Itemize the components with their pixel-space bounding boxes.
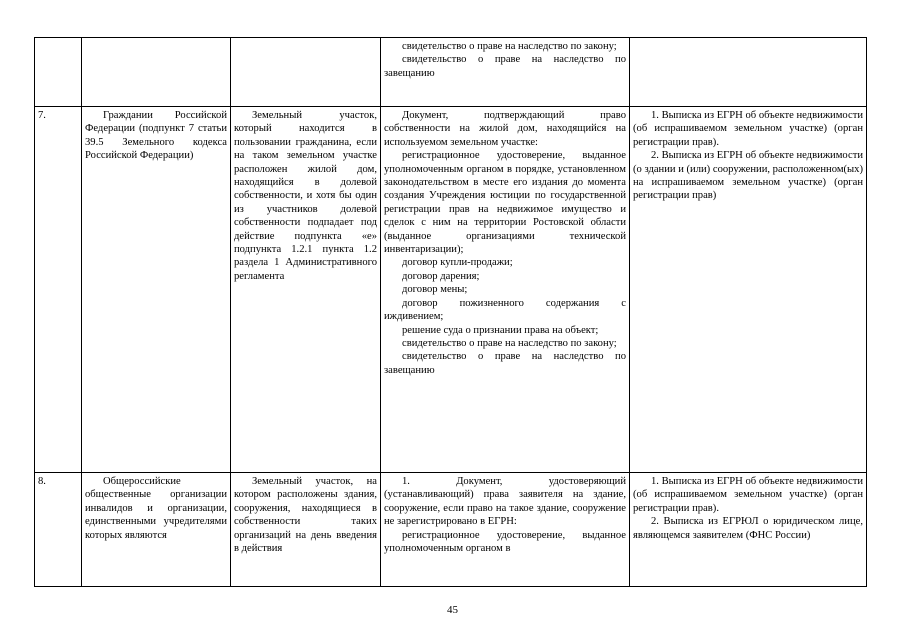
applicant-cell (82, 38, 231, 107)
document-item: регистрационное удостоверение, выданное уполномоченным органом в (384, 529, 626, 555)
document-item: свидетельство о праве на наследство по закону; (402, 337, 617, 349)
request-item: 1. Выписка из ЕГРН об объекте недвижимости (об испрашиваемом земельном участке) (орган регистрации прав). (633, 110, 863, 148)
document-item: договор мены; (402, 284, 468, 296)
requests-cell (630, 473, 867, 587)
request-item: 1. Выписка из ЕГРН об объекте недвижимости (об испрашиваемом земельном участке) (орган регистрации прав). (633, 476, 863, 514)
document-item: договор купли-продажи; (402, 257, 513, 269)
document-item: Документ, подтверждающий право собственности на жилой дом, находящийся на используемом земельном участке: (384, 110, 626, 148)
requests-cell (630, 38, 867, 107)
document-item: свидетельство о праве на наследство по закону; (402, 41, 617, 52)
request-item: 2. Выписка из ЕГРН об объекте недвижимости (о здании и (или) сооружении, расположенном(ых) на испрашиваемом земельном участке) (орган регистрации прав) (633, 150, 863, 202)
document-item: договор дарения; (402, 270, 480, 282)
documents-cell (381, 473, 630, 587)
document-item: 1. Документ, удостоверяющий (устанавливающий) права заявителя на здание, сооружение, если право на такое здание, сооружение не зарегистрировано в ЕГРН: (384, 476, 626, 528)
row-number: 7. (35, 107, 82, 473)
document-item: свидетельство о праве на наследство по завещанию (384, 351, 626, 376)
requirements-table (34, 37, 867, 587)
requests-cell (630, 107, 867, 473)
documents-cell (381, 107, 630, 473)
applicant-cell: Граждании Российской Федерации (подпункт 7 статьи 39.5 Земельного кодекса Российской Федерации) (82, 107, 231, 473)
land-plot-cell (231, 38, 381, 107)
page-number: 45 (447, 604, 458, 616)
table-row (35, 473, 867, 587)
request-item: 2. Выписка из ЕГРЮЛ о юридическом лице, являющемся заявителем (ФНС России) (633, 516, 863, 541)
applicant-cell: Общероссийские общественные организации инвалидов и организации, единственными учредителями которых являются (82, 473, 231, 587)
document-item: договор пожизненного содержания с иждивением; (384, 297, 626, 323)
row-number: 8. (35, 473, 82, 587)
document-item: свидетельство о праве на наследство по завещанию (384, 54, 626, 79)
documents-cell (381, 38, 630, 107)
land-plot-cell: Земельный участок, на котором расположены здания, сооружения, находящиеся в собственности таких организаций на день введения в действия (231, 473, 381, 587)
document-item: регистрационное удостоверение, выданное уполномоченным органом в порядке, установленном законодательством в месте его издания до момента создания Учреждения юстиции по государственной регистрации прав на недвижимое имущество и сделок с ним на территории Ростовской области (выданное организациями технической инвентаризации); (384, 150, 626, 256)
table-row (35, 38, 867, 107)
document-item: решение суда о признании права на объект; (402, 324, 599, 336)
land-plot-cell: Земельный участок, который находится в пользовании гражданина, если на таком земельном участке расположен жилой дом, находящийся в долевой собственности, и хотя бы один из участников долевой собственности подпадает под действие подпункта «е» подпункта 1.2.1 пункта 1.2 раздела 1 Административного регламента (231, 107, 381, 473)
table-row (35, 107, 867, 473)
row-number (35, 38, 82, 107)
